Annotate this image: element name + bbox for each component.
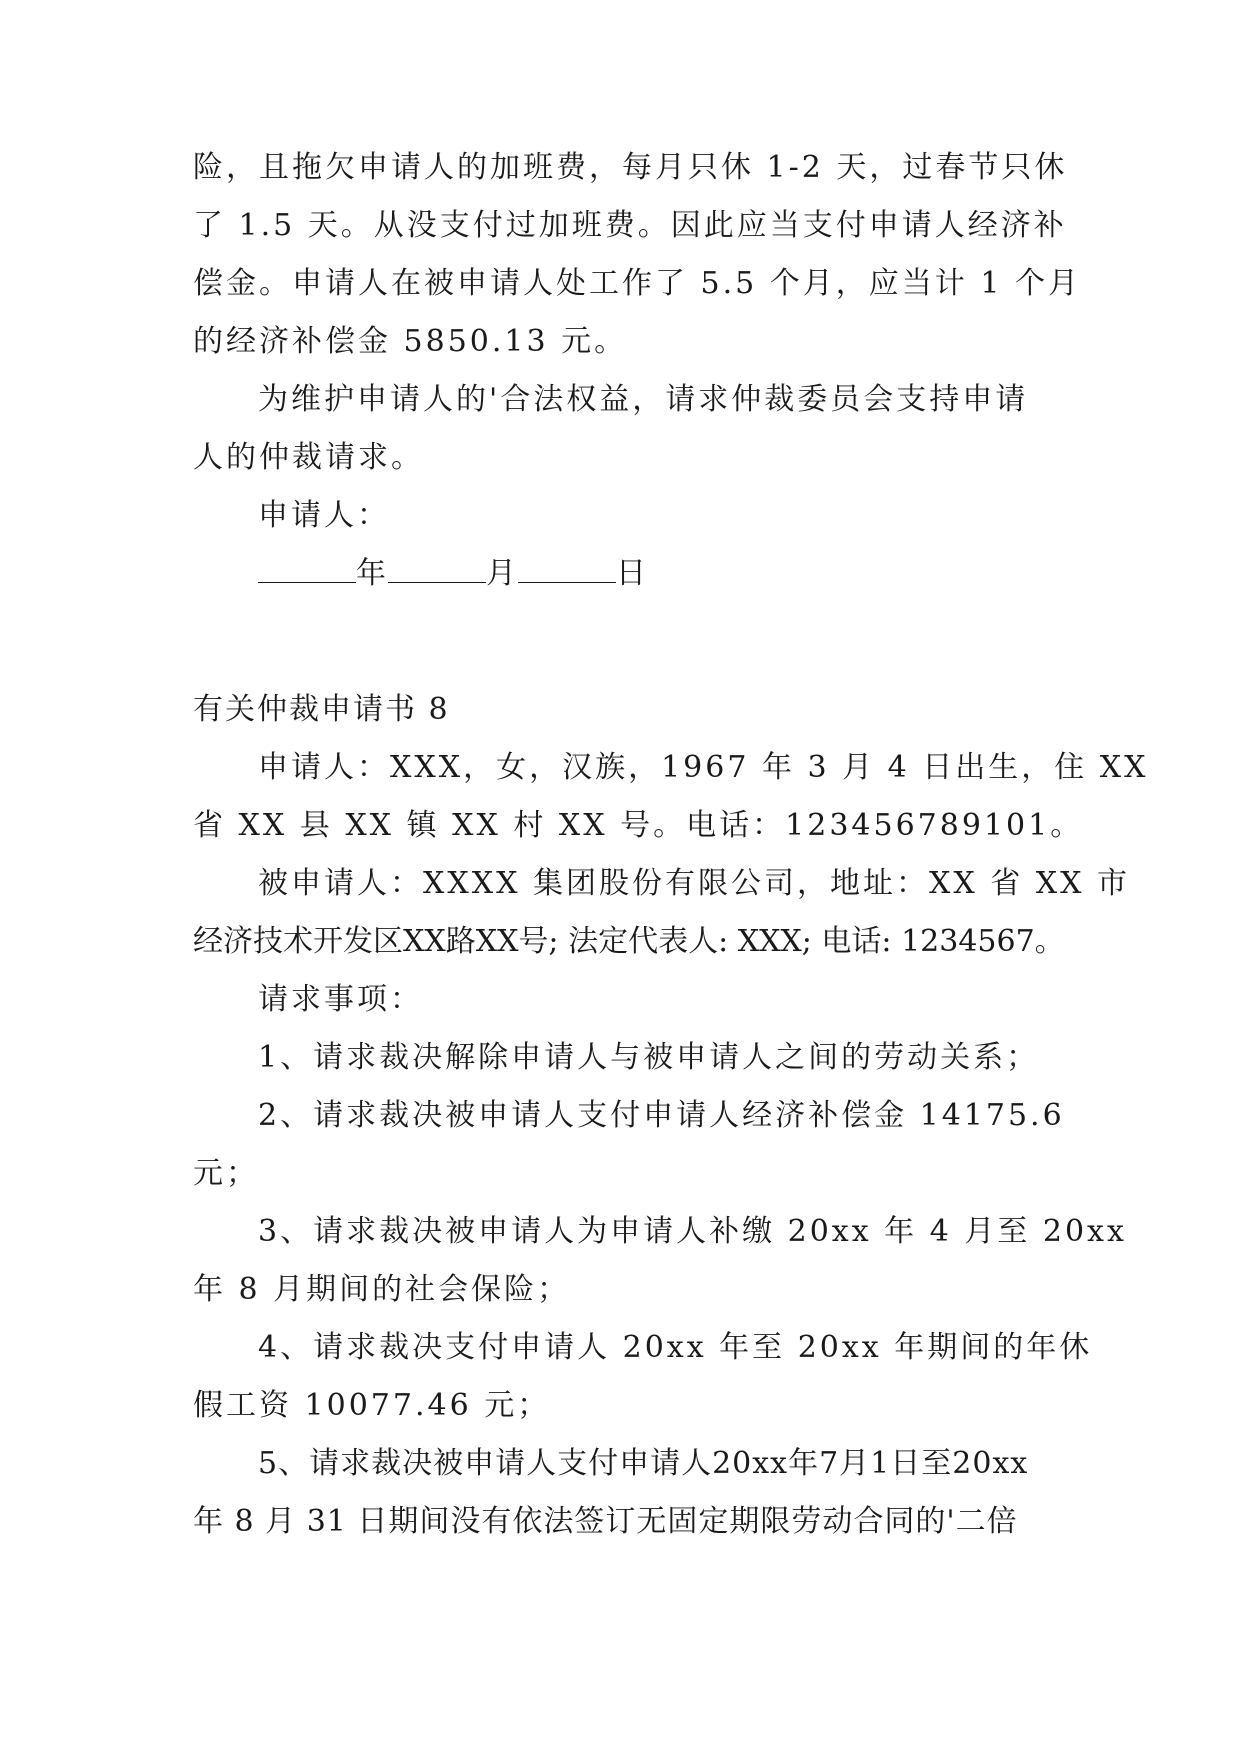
day-blank (518, 554, 616, 583)
paragraph-line: 为维护申请人的'合法权益，请求仲裁委员会支持申请 (258, 382, 1029, 417)
day-label: 日 (616, 556, 648, 591)
respondent-line: 经济技术开发区XX路XX号; 法定代表人: XXX; 电话: 1234567。 (193, 924, 1065, 959)
claim-item-cont: 年 8 月 31 日期间没有依法签订无固定期限劳动合同的'二倍 (193, 1504, 1018, 1539)
claim-item-cont: 年 8 月期间的社会保险； (193, 1272, 571, 1307)
claims-heading: 请求事项： (258, 982, 423, 1017)
respondent-line: 被申请人：XXXX 集团股份有限公司，地址：XX 省 XX 市 (258, 866, 1131, 901)
date-line (258, 554, 648, 594)
year-label: 年 (356, 556, 388, 591)
paragraph-line: 人的仲裁请求。 (193, 440, 424, 475)
claim-item: 1、请求裁决解除申请人与被申请人之间的劳动关系； (258, 1040, 1040, 1075)
paragraph-line: 偿金。申请人在被申请人处工作了 5.5 个月，应当计 1 个月 (193, 266, 1081, 301)
applicant-line: 申请人：XXX，女，汉族，1967 年 3 月 4 日出生，住 XX (258, 750, 1149, 785)
month-label: 月 (486, 556, 518, 591)
paragraph-line: 了 1.5 天。从没支付过加班费。因此应当支付申请人经济补 (193, 208, 1067, 243)
claim-item-cont: 元； (193, 1156, 259, 1191)
claim-item: 4、请求裁决支付申请人 20xx 年至 20xx 年期间的年休 (258, 1330, 1093, 1365)
paragraph-line: 的经济补偿金 5850.13 元。 (193, 324, 628, 359)
claim-item-cont: 假工资 10077.46 元； (193, 1388, 551, 1423)
year-blank (258, 554, 356, 583)
claim-item: 5、请求裁决被申请人支付申请人20xx年7月1日至20xx (258, 1446, 1029, 1481)
applicant-line: 省 XX 县 XX 镇 XX 村 XX 号。电话：123456789101。 (193, 808, 1084, 843)
month-blank (388, 554, 486, 583)
claim-item: 3、请求裁决被申请人为申请人补缴 20xx 年 4 月至 20xx (258, 1214, 1127, 1249)
section-title: 有关仲裁申请书 8 (193, 692, 450, 727)
paragraph-line: 险，且拖欠申请人的加班费，每月只休 1-2 天，过春节只休 (193, 150, 1068, 185)
signature-label: 申请人： (258, 498, 390, 533)
claim-item: 2、请求裁决被申请人支付申请人经济补偿金 14175.6 (258, 1098, 1065, 1133)
